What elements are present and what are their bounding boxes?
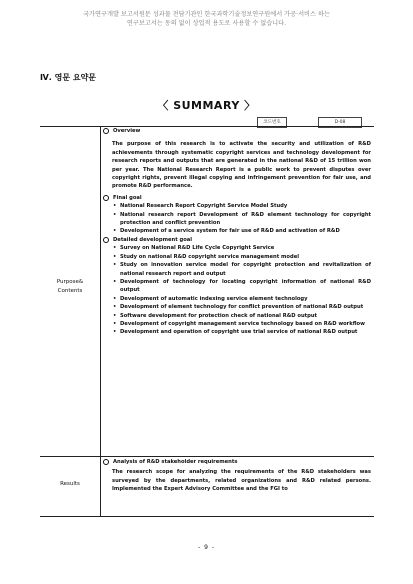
- list-item: [112, 202, 371, 210]
- list-item-text: Study on innovation service model for copyright protection and revitalization of national research report and output: [120, 262, 371, 277]
- page-number: - 9 -: [198, 544, 215, 551]
- list-item: [112, 303, 371, 311]
- list-item-text: National Research Report Copyright Service Model Study: [120, 203, 288, 210]
- results-heading: [103, 458, 371, 466]
- list-item-text: Development of element technology for conflict prevention of national R&D output: [120, 304, 364, 311]
- column-divider: [100, 126, 101, 516]
- list-item: [112, 320, 371, 328]
- list-item-text: Development of technology for locating copyright information of national R&D output: [120, 278, 371, 294]
- bullet-dot-icon: •: [113, 228, 117, 235]
- bullet-dot-icon: •: [113, 211, 117, 218]
- list-item: [112, 211, 371, 228]
- circle-bullet-icon: [103, 459, 109, 465]
- usage-notice: [0, 10, 413, 28]
- bullet-dot-icon: •: [113, 312, 117, 319]
- list-item: [112, 253, 371, 261]
- list-item-text: Development of automatic indexing service element technology: [120, 295, 308, 302]
- list-item: [112, 328, 371, 336]
- usage-notice-line-2: 연구보고서는 동의 없이 상업적 용도로 사용할 수 없습니다.: [126, 20, 287, 27]
- purpose-label-line-1: Purpose&: [56, 279, 84, 285]
- results-cell: [103, 458, 371, 494]
- bullet-dot-icon: •: [113, 320, 117, 327]
- row-divider-rule: [40, 456, 374, 457]
- results-label: Results: [60, 481, 80, 487]
- circle-bullet-icon: [103, 128, 109, 134]
- circle-bullet-icon: [103, 237, 109, 243]
- list-item-text: Study on national R&D copyright service management model: [120, 253, 299, 260]
- detailed-goal-list: [103, 244, 371, 336]
- overview-heading-text: Overview: [113, 128, 141, 134]
- purpose-contents-label: [40, 278, 100, 296]
- summary-title: 〈 SUMMARY 〉: [157, 99, 256, 112]
- usage-notice-line-1: 국가연구개발 보고서원문 성과물 전담기관인 한국과학기술정보연구원에서 가공·서비스 하는: [83, 11, 330, 18]
- bullet-dot-icon: •: [113, 262, 117, 269]
- results-paragraph: The research scope for analyzing the requirements of the R&D stakeholders was surveyed by the departments, related organizations and R&D related persons. Implemented the Expert Advisory Committee and the FGI to: [112, 469, 371, 493]
- bullet-dot-icon: •: [113, 253, 117, 260]
- list-item-text: National research report Development of R&D element technology for copyright protection and conflict prevention: [120, 211, 371, 227]
- list-item-text: Development of a service system for fair use of R&D and activation of R&D: [120, 228, 340, 235]
- detailed-goal-heading-text: Detailed development goal: [113, 236, 193, 243]
- code-value-box: D-08: [318, 117, 362, 128]
- bullet-dot-icon: •: [113, 278, 117, 285]
- final-goal-heading-text: Final goal: [113, 194, 142, 201]
- bullet-dot-icon: •: [113, 245, 117, 252]
- list-item-text: Development and operation of copyright use trial service of national R&D output: [120, 329, 358, 336]
- results-heading-text: Analysis of R&D stakeholder requirements: [113, 459, 238, 465]
- bullet-dot-icon: •: [113, 329, 117, 336]
- list-item: [112, 278, 371, 295]
- table-bottom-rule: [40, 516, 374, 517]
- circle-bullet-icon: [103, 195, 109, 201]
- final-goal-list: [103, 202, 371, 236]
- bullet-dot-icon: •: [113, 203, 117, 210]
- list-item: [112, 295, 371, 303]
- list-item: [112, 261, 371, 278]
- purpose-contents-cell: [103, 127, 371, 337]
- final-goal-heading: [103, 194, 371, 202]
- list-item-text: Software development for protection check of national R&D output: [120, 312, 318, 319]
- bullet-dot-icon: •: [113, 295, 117, 302]
- list-item: [112, 244, 371, 252]
- bullet-dot-icon: •: [113, 304, 117, 311]
- list-item: [112, 312, 371, 320]
- list-item-text: Survey on National R&D Life Cycle Copyright Service: [120, 245, 275, 252]
- detailed-goal-heading: [103, 236, 371, 244]
- purpose-label-line-2: Contents: [57, 288, 83, 294]
- code-label-box: 코드번호: [257, 117, 287, 128]
- section-heading: Ⅳ. 영문 요약문: [40, 73, 97, 82]
- list-item: [112, 227, 371, 235]
- overview-paragraph: The purpose of this research is to activate the security and utilization of R&D achievements through systematic copyright services and technology development for research reports and outputs that are generated in the national R&D of 15 trillion won per year. The National Research Report is a public work to prevent disputes over copyright rights, prevent illegal copying and infringement prevention for fair use, and promote R&D performance.: [112, 141, 371, 190]
- overview-heading: [103, 127, 371, 135]
- list-item-text: Development of copyright management service technology based on R&D workflow: [120, 320, 365, 327]
